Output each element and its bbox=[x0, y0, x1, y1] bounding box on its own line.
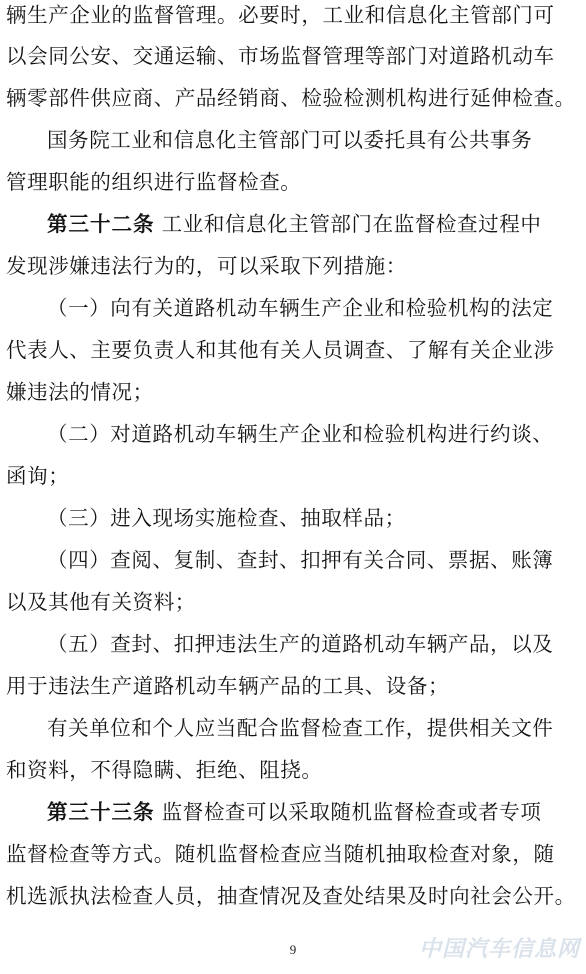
article-32-heading-line: 第三十二条 工业和信息化主管部门在监督检查过程中 bbox=[47, 212, 542, 236]
text-line: 函询； bbox=[6, 464, 70, 488]
text-line: 辆生产企业的监督管理。必要时，工业和信息化主管部门可 bbox=[6, 3, 555, 27]
text-line: （三）进入现场实施检查、抽取样品； bbox=[47, 506, 406, 530]
text-line: 用于违法生产道路机动车辆产品的工具、设备； bbox=[6, 674, 450, 698]
text-line: 以及其他有关资料； bbox=[6, 590, 196, 614]
text-line: 代表人、主要负责人和其他有关人员调查、了解有关企业涉 bbox=[6, 338, 555, 362]
page-number: 9 bbox=[289, 942, 297, 957]
text-line: 监督检查等方式。随机监督检查应当随机抽取检查对象，随 bbox=[6, 842, 555, 866]
text-line: （四）查阅、复制、查封、扣押有关合同、票据、账簿 bbox=[47, 548, 554, 572]
text-line: 管理职能的组织进行监督检查。 bbox=[6, 170, 302, 194]
text-line: 国务院工业和信息化主管部门可以委托具有公共事务 bbox=[47, 128, 533, 152]
text-line: （五）查封、扣押违法生产的道路机动车辆产品，以及 bbox=[47, 632, 554, 656]
text-line: 以会同公安、交通运输、市场监督管理等部门对道路机动车 bbox=[6, 44, 555, 68]
text-line: 和资料，不得隐瞒、拒绝、阻挠。 bbox=[6, 758, 323, 782]
text-line: 辆零部件供应商、产品经销商、检验检测机构进行延伸检查。 bbox=[6, 86, 576, 110]
watermark-logo: 中国汽车信息网 bbox=[418, 937, 580, 962]
text-line: （二）对道路机动车辆生产企业和检验机构进行约谈、 bbox=[47, 422, 554, 446]
article-33-heading-line: 第三十三条 监督检查可以采取随机监督检查或者专项 bbox=[47, 800, 542, 824]
text-line: （一）向有关道路机动车辆生产企业和检验机构的法定 bbox=[47, 296, 554, 320]
text-line: 有关单位和个人应当配合监督检查工作，提供相关文件 bbox=[47, 716, 554, 740]
article-number: 第三十三条 bbox=[47, 800, 155, 824]
text-line: 发现涉嫌违法行为的，可以采取下列措施： bbox=[6, 254, 407, 278]
text-line: 机选派执法检查人员，抽查情况及查处结果及时向社会公开。 bbox=[6, 884, 576, 908]
text-line: 嫌违法的情况； bbox=[6, 380, 154, 404]
article-number: 第三十二条 bbox=[47, 212, 155, 236]
